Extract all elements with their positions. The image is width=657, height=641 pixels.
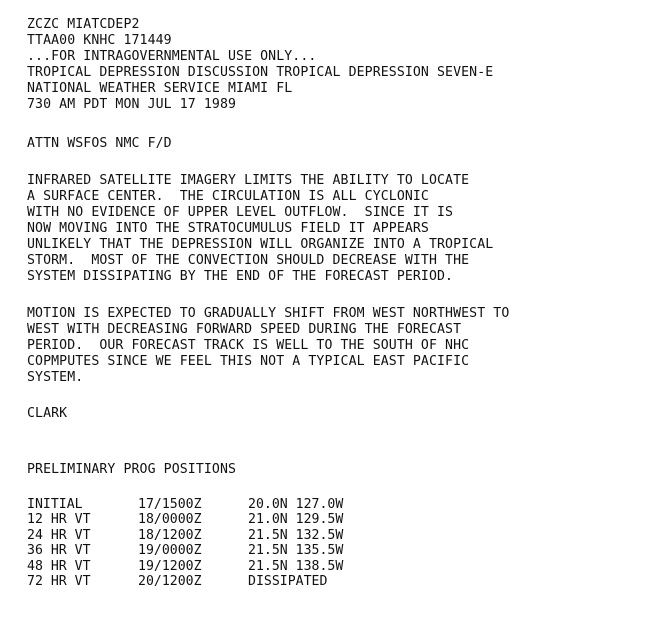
row-time: 20/1200Z	[138, 574, 202, 589]
paragraph2-line-4: COPMPUTES SINCE WE FEEL THIS NOT A TYPICAL EAST PACIFIC	[27, 354, 470, 369]
row-time: 19/1200Z	[138, 559, 202, 574]
paragraph1-line-7: SYSTEM DISSIPATING BY THE END OF THE FORECAST PERIOD.	[27, 269, 454, 284]
row-label: 36 HR VT	[27, 543, 91, 558]
paragraph1-line-6: STORM. MOST OF THE CONVECTION SHOULD DECREASE WITH THE	[27, 253, 470, 268]
row-label: 72 HR VT	[27, 574, 91, 589]
paragraph1-line-4: NOW MOVING INTO THE STRATOCUMULUS FIELD IT APPEARS	[27, 221, 429, 236]
row-position: 21.5N 138.5W	[248, 559, 344, 574]
prog-title: PRELIMINARY PROG POSITIONS	[27, 462, 237, 477]
row-position: 20.0N 127.0W	[248, 497, 344, 512]
paragraph1-line-3: WITH NO EVIDENCE OF UPPER LEVEL OUTFLOW. SINCE IT IS	[27, 205, 454, 220]
header-line-6: 730 AM PDT MON JUL 17 1989	[27, 97, 237, 112]
row-time: 19/0000Z	[138, 543, 202, 558]
paragraph2-line-1: MOTION IS EXPECTED TO GRADUALLY SHIFT FROM WEST NORTHWEST TO	[27, 306, 510, 321]
row-label: INITIAL	[27, 497, 83, 512]
attn-line: ATTN WSFOS NMC F/D	[27, 136, 172, 151]
paragraph2-line-5: SYSTEM.	[27, 370, 84, 385]
paragraph1-line-2: A SURFACE CENTER. THE CIRCULATION IS ALL CYCLONIC	[27, 189, 429, 204]
paragraph2-line-2: WEST WITH DECREASING FORWARD SPEED DURING THE FORECAST	[27, 322, 462, 337]
row-position: 21.5N 135.5W	[248, 543, 344, 558]
paragraph1-line-1: INFRARED SATELLITE IMAGERY LIMITS THE ABILITY TO LOCATE	[27, 173, 470, 188]
row-label: 12 HR VT	[27, 512, 91, 527]
header-line-1: ZCZC MIATCDEP2	[27, 17, 140, 32]
header-line-5: NATIONAL WEATHER SERVICE MIAMI FL	[27, 81, 293, 96]
row-position: 21.0N 129.5W	[248, 512, 344, 527]
paragraph2-line-3: PERIOD. OUR FORECAST TRACK IS WELL TO THE SOUTH OF NHC	[27, 338, 470, 353]
row-label: 48 HR VT	[27, 559, 91, 574]
row-time: 18/1200Z	[138, 528, 202, 543]
row-position: DISSIPATED	[248, 574, 328, 589]
row-position: 21.5N 132.5W	[248, 528, 344, 543]
header-line-4: TROPICAL DEPRESSION DISCUSSION TROPICAL DEPRESSION SEVEN-E	[27, 65, 494, 80]
row-label: 24 HR VT	[27, 528, 91, 543]
paragraph1-line-5: UNLIKELY THAT THE DEPRESSION WILL ORGANIZE INTO A TROPICAL	[27, 237, 494, 252]
row-time: 18/0000Z	[138, 512, 202, 527]
header-line-3: ...FOR INTRAGOVERNMENTAL USE ONLY...	[27, 49, 317, 64]
header-line-2: TTAA00 KNHC 171449	[27, 33, 172, 48]
row-time: 17/1500Z	[138, 497, 202, 512]
signature: CLARK	[27, 406, 68, 421]
